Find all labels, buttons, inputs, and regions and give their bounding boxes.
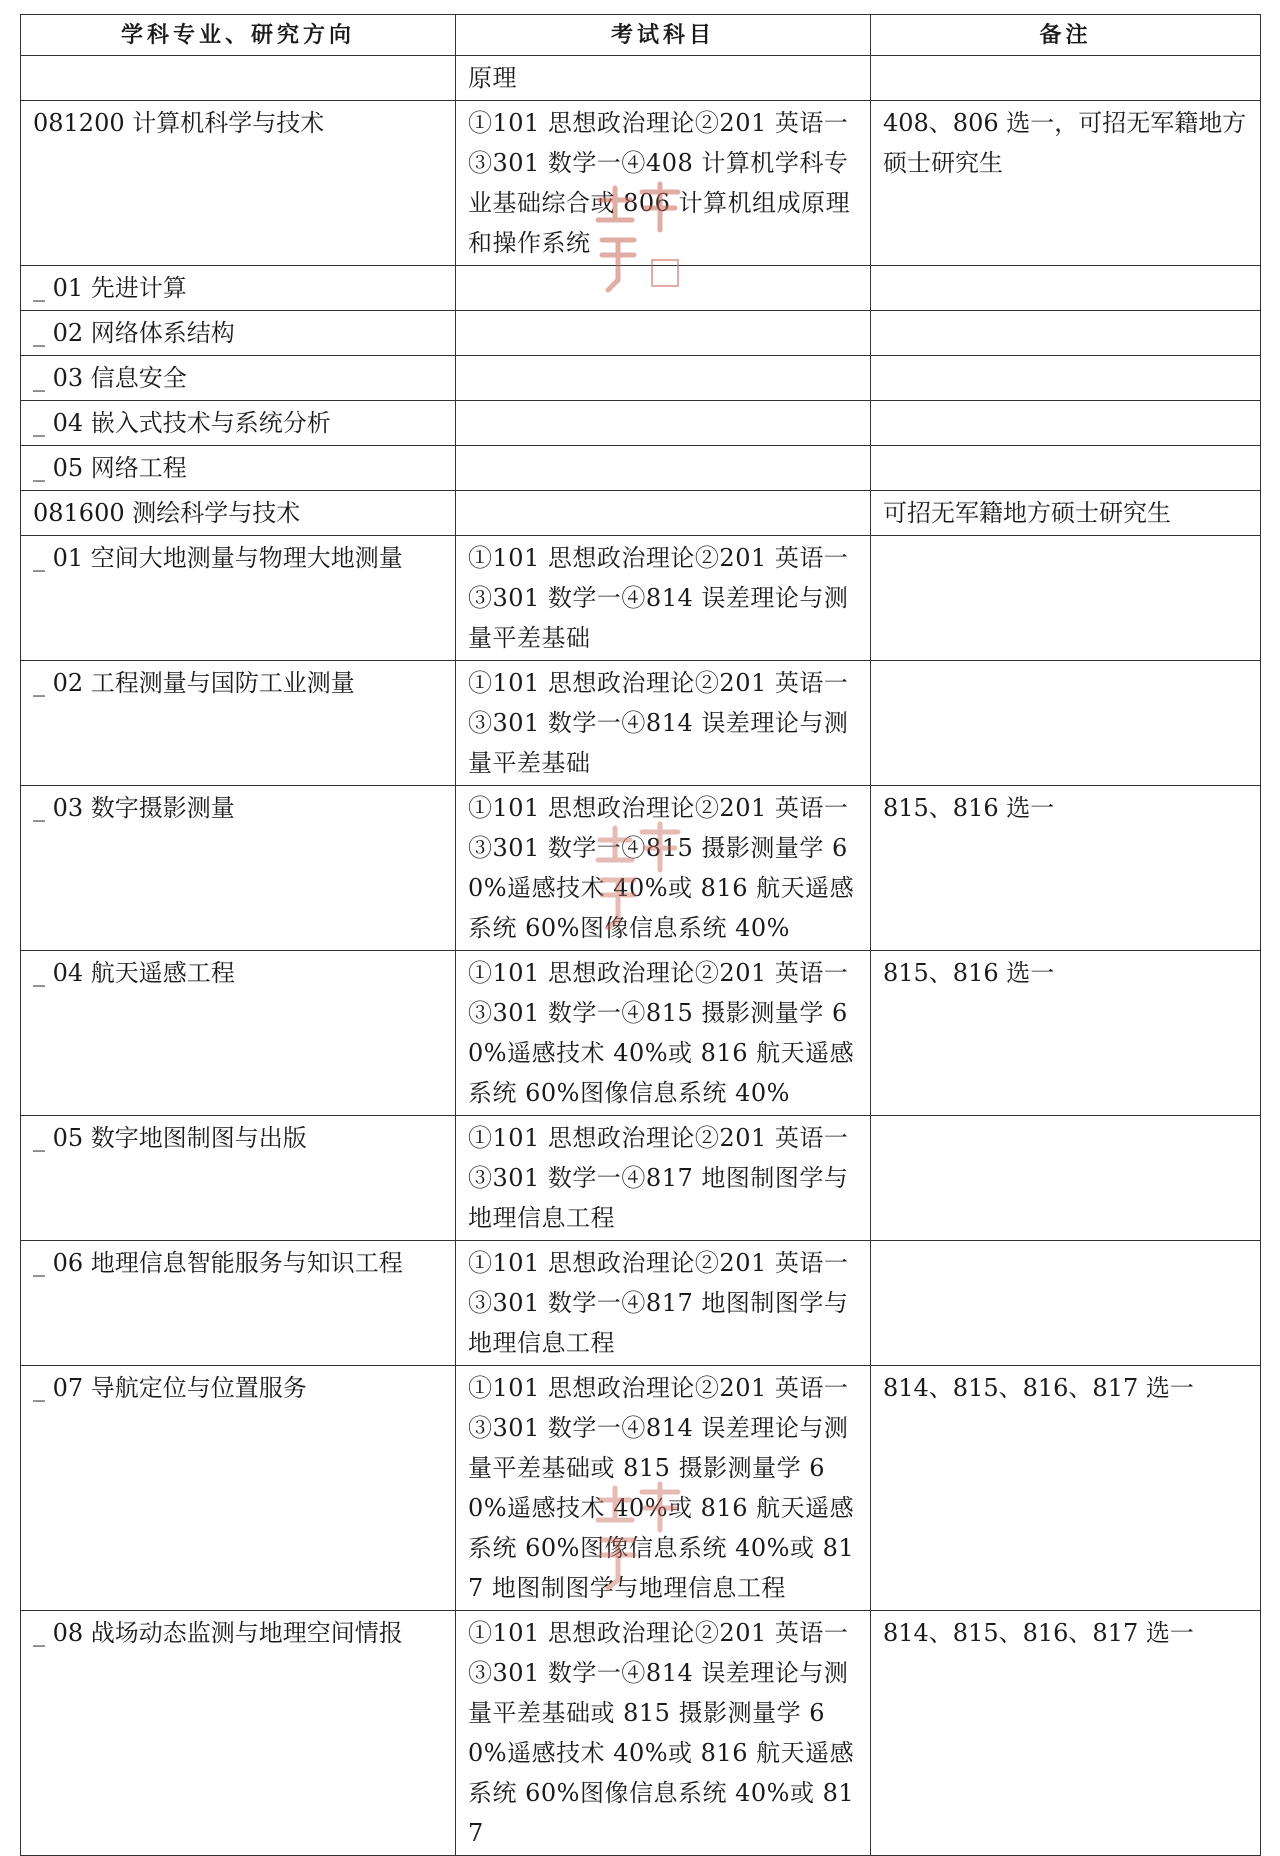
table-header-row [21,15,1261,56]
major-cell: _ 02 网络体系结构 [21,311,456,356]
subjects-cell: ①101 思想政治理论②201 英语一③301 数学一④817 地图制图学与地理信息工程 [456,1116,871,1241]
subjects-cell: ①101 思想政治理论②201 英语一③301 数学一④815 摄影测量学 60%遥感技术 40%或 816 航天遥感系统 60%图像信息系统 40% [456,951,871,1116]
major-cell: _ 05 数字地图制图与出版 [21,1116,456,1241]
major-cell: _ 04 航天遥感工程 [21,951,456,1116]
major-cell: _ 03 信息安全 [21,356,456,401]
major-cell: _ 03 数字摄影测量 [21,786,456,951]
table-row [21,1366,1261,1611]
notes-cell [871,1241,1261,1366]
header-notes: 备注 [871,15,1261,56]
notes-cell [871,266,1261,311]
table-row [21,786,1261,951]
notes-cell: 814、815、816、817 选一 [871,1366,1261,1611]
subjects-cell [456,356,871,401]
major-cell: _ 05 网络工程 [21,446,456,491]
table-row [21,356,1261,401]
major-cell: 081200 计算机科学与技术 [21,101,456,266]
table-row [21,661,1261,786]
table-row [21,536,1261,661]
subjects-cell [456,311,871,356]
table-row [21,951,1261,1116]
notes-cell [871,446,1261,491]
notes-cell: 815、816 选一 [871,951,1261,1116]
major-cell: _ 02 工程测量与国防工业测量 [21,661,456,786]
notes-cell: 814、815、816、817 选一 [871,1611,1261,1856]
subjects-cell: 原理 [456,56,871,101]
major-cell: _ 01 先进计算 [21,266,456,311]
table-row [21,1611,1261,1856]
notes-cell [871,56,1261,101]
table-row [21,1241,1261,1366]
notes-cell [871,401,1261,446]
notes-cell [871,661,1261,786]
subjects-cell [456,491,871,536]
notes-cell: 408、806 选一，可招无军籍地方硕士研究生 [871,101,1261,266]
major-cell: _ 01 空间大地测量与物理大地测量 [21,536,456,661]
major-cell: _ 04 嵌入式技术与系统分析 [21,401,456,446]
subjects-cell: ①101 思想政治理论②201 英语一③301 数学一④814 误差理论与测量平差基础 [456,536,871,661]
notes-cell [871,311,1261,356]
table-row [21,266,1261,311]
subjects-cell: ①101 思想政治理论②201 英语一③301 数学一④817 地图制图学与地理信息工程 [456,1241,871,1366]
subjects-cell: ①101 思想政治理论②201 英语一③301 数学一④815 摄影测量学 60%遥感技术 40%或 816 航天遥感系统 60%图像信息系统 40% [456,786,871,951]
notes-cell: 815、816 选一 [871,786,1261,951]
major-cell: _ 06 地理信息智能服务与知识工程 [21,1241,456,1366]
major-cell [21,56,456,101]
subjects-cell: ①101 思想政治理论②201 英语一③301 数学一④814 误差理论与测量平差基础或 815 摄影测量学 60%遥感技术 40%或 816 航天遥感系统 60%图像信息系统 40%或 817 [456,1611,871,1856]
major-cell: 081600 测绘科学与技术 [21,491,456,536]
table-row [21,446,1261,491]
header-major: 学科专业、研究方向 [21,15,456,56]
exam-subjects-table [20,14,1261,1856]
subjects-cell [456,266,871,311]
major-cell: _ 07 导航定位与位置服务 [21,1366,456,1611]
subjects-cell: ①101 思想政治理论②201 英语一③301 数学一④814 误差理论与测量平差基础 [456,661,871,786]
header-subjects: 考试科目 [456,15,871,56]
table-row [21,401,1261,446]
table-row [21,1116,1261,1241]
notes-cell [871,1116,1261,1241]
table-row [21,101,1261,266]
table-row [21,311,1261,356]
major-cell: _ 08 战场动态监测与地理空间情报 [21,1611,456,1856]
subjects-cell: ①101 思想政治理论②201 英语一③301 数学一④814 误差理论与测量平差基础或 815 摄影测量学 60%遥感技术 40%或 816 航天遥感系统 60%图像信息系统 40%或 817 地图制图学与地理信息工程 [456,1366,871,1611]
table-row [21,491,1261,536]
subjects-cell [456,401,871,446]
subjects-cell: ①101 思想政治理论②201 英语一③301 数学一④408 计算机学科专业基础综合或 806 计算机组成原理和操作系统 [456,101,871,266]
notes-cell [871,356,1261,401]
subjects-cell [456,446,871,491]
notes-cell [871,536,1261,661]
notes-cell: 可招无军籍地方硕士研究生 [871,491,1261,536]
table-row [21,56,1261,101]
